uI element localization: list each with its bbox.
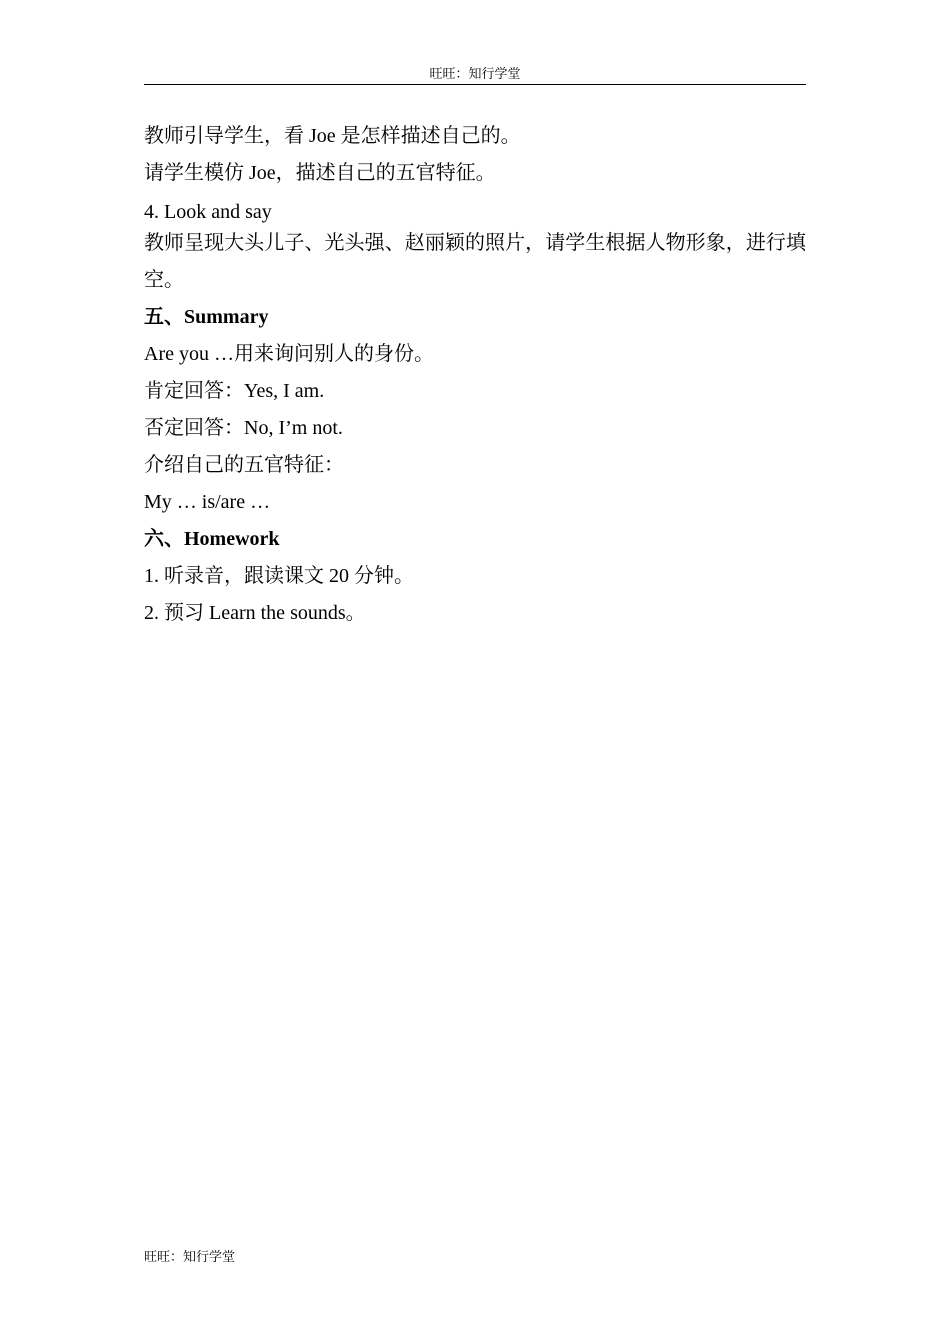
page-footer (144, 1247, 235, 1267)
look-and-say-title: 4. Look and say (144, 201, 272, 223)
homework-item-2: 2. 预习 Learn the sounds。 (144, 602, 366, 624)
document-body (144, 118, 806, 632)
body-line-1: 教师引导学生，看 Joe 是怎样描述自己的。 (144, 125, 521, 147)
summary-line-3: 否定回答：No, I’m not. (144, 417, 343, 439)
summary-heading: 五、Summary (144, 306, 269, 328)
summary-line-2: 肯定回答：Yes, I am. (144, 380, 325, 402)
homework-item-1: 1. 听录音，跟读课文 20 分钟。 (144, 565, 414, 587)
homework-heading: 六、Homework (144, 528, 280, 550)
summary-line-5: My … is/are … (144, 491, 271, 513)
look-and-say-text: 教师呈现大头儿子、光头强、赵丽颖的照片，请学生根据人物形象，进行填空。 (144, 232, 806, 291)
body-line-2: 请学生模仿 Joe，描述自己的五官特征。 (144, 162, 496, 184)
footer-text: 旺旺：知行学堂 (144, 1249, 236, 1264)
summary-line-4: 介绍自己的五官特征： (144, 454, 344, 476)
page-header (144, 64, 806, 85)
header-text: 旺旺：知行学堂 (429, 66, 521, 81)
summary-line-1: Are you …用来询问别人的身份。 (144, 343, 434, 365)
